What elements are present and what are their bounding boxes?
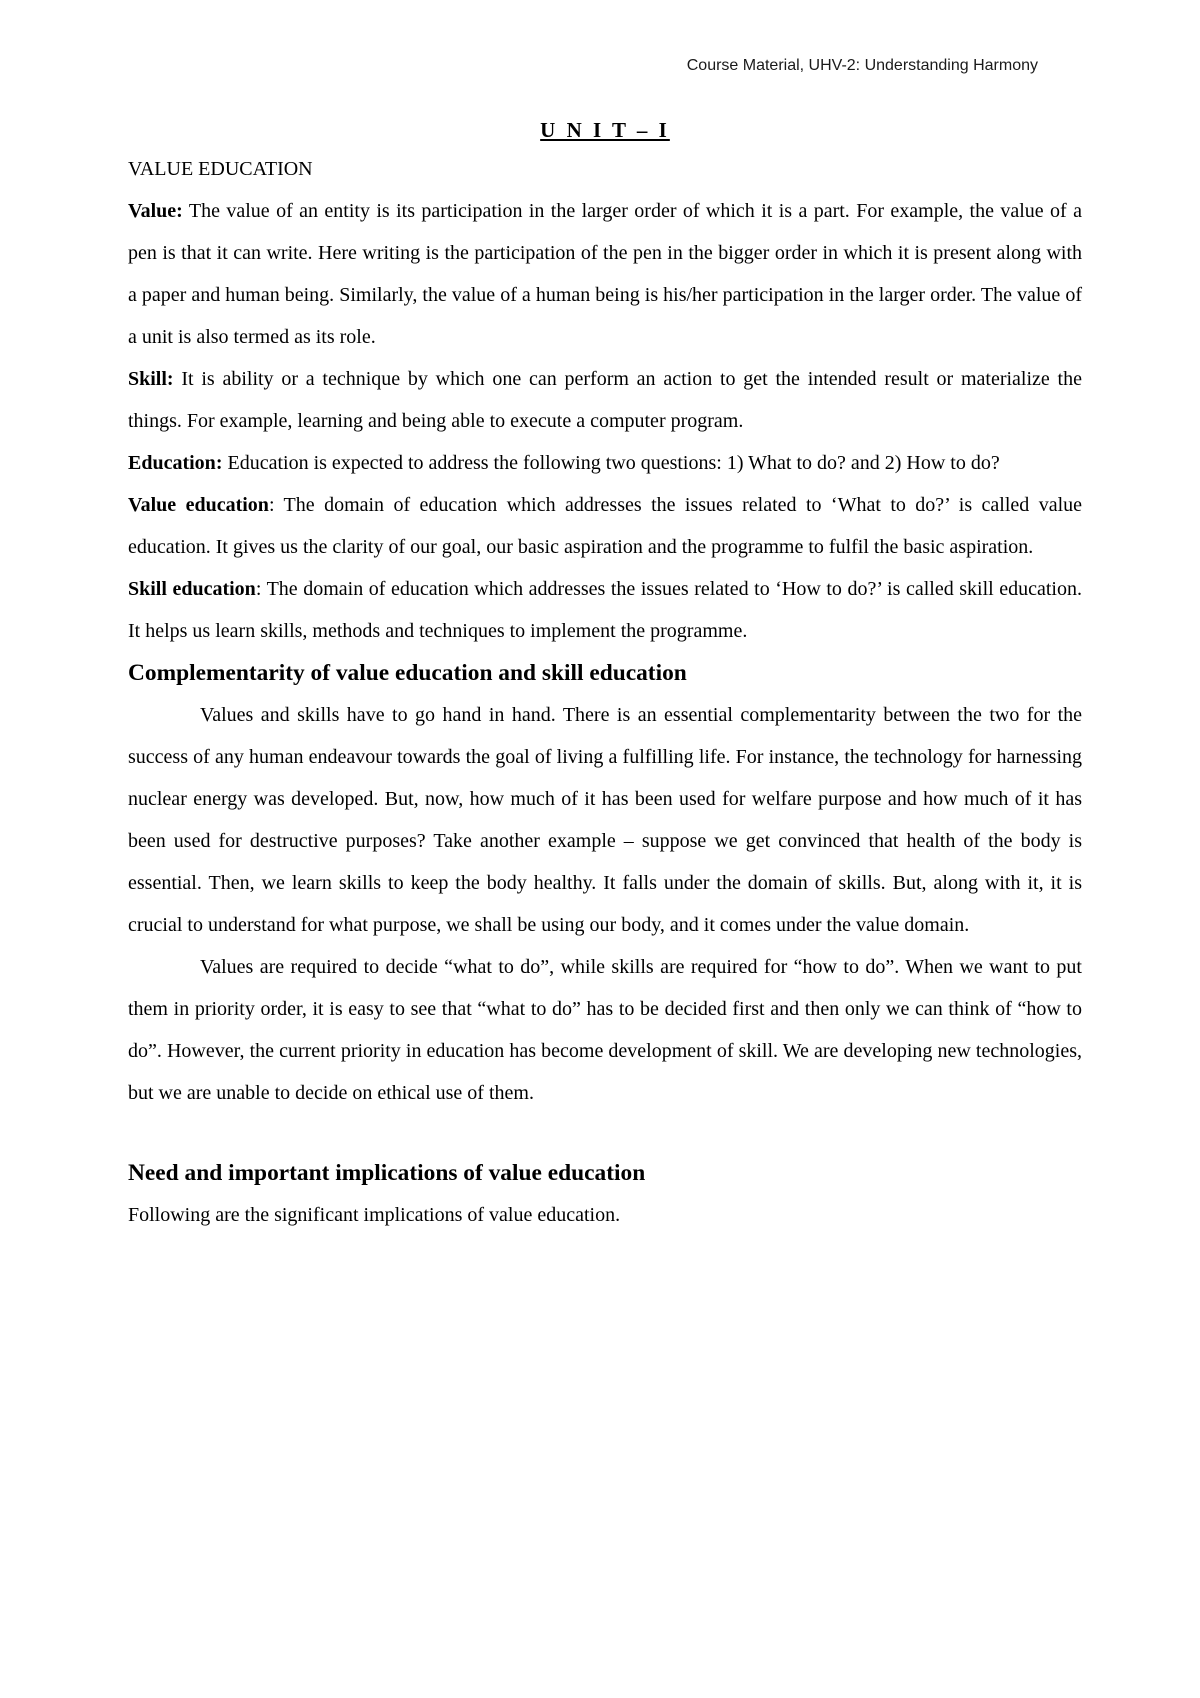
section-heading-complementarity: Complementarity of value education and skill education xyxy=(128,660,687,686)
paragraph-spacer xyxy=(128,1114,1082,1152)
definition-value: Value: The value of an entity is its participation in the larger order of which it is a part. For example, the value of a pen is that it can write. Here writing is the participation of the pen in the bigger order in which it is present along with a paper and human being. Similarly, the value of a human being is his/her participation in the larger order. The value of a unit is also termed as its role. xyxy=(128,200,1082,348)
definition-text: Education is expected to address the following two questions: 1) What to do? and 2) How to do? xyxy=(222,452,1000,474)
definition-skill-education: Skill education: The domain of education which addresses the issues related to ‘How to do?’ is called skill education. It helps us learn skills, methods and techniques to implement the programme. xyxy=(128,578,1082,642)
definition-text: It is ability or a technique by which one can perform an action to get the intended result or materialize the things. For example, learning and being able to execute a computer program. xyxy=(128,368,1082,432)
definition-text: The domain of education which addresses the issues related to ‘How to do?’ is called skill education. It helps us learn skills, methods and techniques to implement the programme. xyxy=(128,578,1082,642)
document-body xyxy=(128,112,1082,1236)
running-header: Course Material, UHV-2: Understanding Harmony xyxy=(686,57,1038,74)
definition-term: Skill education xyxy=(128,578,256,600)
main-heading: VALUE EDUCATION xyxy=(128,158,313,180)
definition-text: The value of an entity is its participation in the larger order of which it is a part. For example, the value of a pen is that it can write. Here writing is the participation of the pen in the bigger order in which it is present along with a paper and human being. Similarly, the value of a human being is his/her participation in the larger order. The value of a unit is also termed as its role. xyxy=(128,200,1082,348)
definition-term: Value education xyxy=(128,494,269,516)
definition-text: The domain of education which addresses the issues related to ‘What to do?’ is called value education. It gives us the clarity of our goal, our basic aspiration and the programme to fulfil the basic aspiration. xyxy=(128,494,1083,558)
unit-title: U N I T – I xyxy=(540,118,670,142)
implications-intro: Following are the significant implications of value education. xyxy=(128,1204,621,1226)
body-paragraph: Values are required to decide “what to do”, while skills are required for “how to do”. When we want to put them in priority order, it is easy to see that “what to do” has to be decided first and then only we can think of “how to do”. However, the current priority in education has become development of skill. We are developing new technologies, but we are unable to decide on ethical use of them. xyxy=(128,956,1082,1104)
definition-skill: Skill: It is ability or a technique by which one can perform an action to get the intended result or materialize the things. For example, learning and being able to execute a computer program. xyxy=(128,368,1082,432)
section-heading-implications: Need and important implications of value education xyxy=(128,1160,646,1186)
definition-term: Skill xyxy=(128,368,167,390)
definition-education: Education: Education is expected to address the following two questions: 1) What to do? and 2) How to do? xyxy=(128,452,1000,474)
definition-term: Value xyxy=(128,200,177,222)
body-paragraph: Values and skills have to go hand in hand. There is an essential complementarity between the two for the success of any human endeavour towards the goal of living a fulfilling life. For instance, the technology for harnessing nuclear energy was developed. But, now, how much of it has been used for welfare purpose and how much of it has been used for destructive purposes? Take another example – suppose we get convinced that health of the body is essential. Then, we learn skills to keep the body healthy. It falls under the domain of skills. But, along with it, it is crucial to understand for what purpose, we shall be using our body, and it comes under the value domain. xyxy=(128,704,1082,936)
definition-value-education: Value education: The domain of education which addresses the issues related to ‘What to do?’ is called value education. It gives us the clarity of our goal, our basic aspiration and the programme to fulfil the basic aspiration. xyxy=(128,494,1083,558)
definition-term: Education xyxy=(128,452,216,474)
